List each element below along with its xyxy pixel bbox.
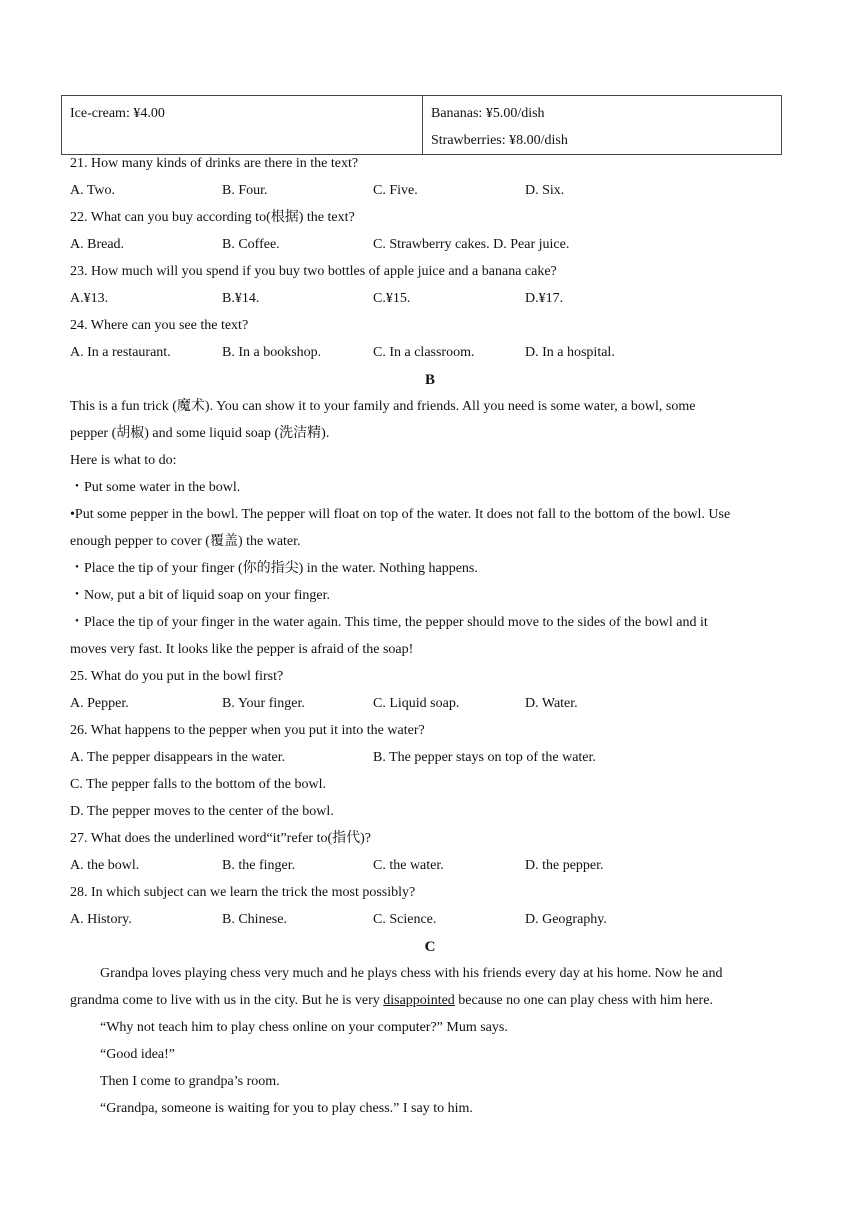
option-b: B. Your finger. — [222, 696, 305, 711]
step-3: ・Place the tip of your finger (你的指尖) in the water. Nothing happens. — [70, 561, 478, 576]
passage-c-para-1-line-2 — [70, 991, 713, 1011]
option-c: C.¥15. — [373, 291, 411, 306]
step-5-line-2: moves very fast. It looks like the pepper is afraid of the soap! — [70, 642, 414, 657]
price-bananas: Bananas: ¥5.00/dish — [431, 106, 545, 121]
passage-c-para-2: “Why not teach him to play chess online on your computer?” Mum says. — [100, 1020, 508, 1035]
option-d: D. the pepper. — [525, 858, 604, 873]
underlined-word: disappointed — [383, 993, 455, 1008]
passage-c-para-4: Then I come to grandpa’s room. — [100, 1074, 280, 1089]
question-22: 22. What can you buy according to(根据) the text? — [70, 210, 355, 225]
option-d: D. In a hospital. — [525, 345, 615, 360]
section-c-heading: C — [424, 939, 436, 955]
price-ice-cream: Ice-cream: ¥4.00 — [70, 106, 165, 121]
option-b: B. Coffee. — [222, 237, 280, 252]
price-strawberries: Strawberries: ¥8.00/dish — [431, 133, 568, 148]
passage-c-para-1-line-1: Grandpa loves playing chess very much and he plays chess with his friends every day at his home. Now he and — [100, 966, 723, 981]
option-c: C. Five. — [373, 183, 418, 198]
step-2-line-2: enough pepper to cover (覆盖) the water. — [70, 534, 301, 549]
passage-c-para-3: “Good idea!” — [100, 1047, 176, 1062]
passage-c-para-5: “Grandpa, someone is waiting for you to play chess.” I say to him. — [100, 1101, 473, 1116]
option-b: B. Four. — [222, 183, 268, 198]
step-2-line-1: •Put some pepper in the bowl. The pepper will float on top of the water. It does not fall to the bottom of the bowl. Use — [70, 507, 731, 522]
table-row — [62, 96, 782, 155]
option-d: D.¥17. — [525, 291, 564, 306]
option-a: A. the bowl. — [70, 858, 140, 873]
option-b: B. The pepper stays on top of the water. — [373, 750, 596, 765]
table-cell-fruits — [423, 96, 782, 155]
option-b: B. the finger. — [222, 858, 296, 873]
question-23: 23. How much will you spend if you buy two bottles of apple juice and a banana cake? — [70, 264, 557, 279]
question-26: 26. What happens to the pepper when you put it into the water? — [70, 723, 425, 738]
option-c: C. Science. — [373, 912, 437, 927]
step-4: ・Now, put a bit of liquid soap on your finger. — [70, 588, 331, 603]
option-c: C. Liquid soap. — [373, 696, 460, 711]
option-a: A. Pepper. — [70, 696, 129, 711]
option-a: A. Two. — [70, 183, 116, 198]
option-d: D. Geography. — [525, 912, 607, 927]
text-segment: because no one can play chess with him here. — [454, 993, 713, 1008]
option-a: A.¥13. — [70, 291, 109, 306]
step-1: ・Put some water in the bowl. — [70, 480, 241, 495]
option-b: B.¥14. — [222, 291, 260, 306]
option-a: A. The pepper disappears in the water. — [70, 750, 286, 765]
option-a: A. In a restaurant. — [70, 345, 171, 360]
option-d: D. Six. — [525, 183, 565, 198]
option-c: C. The pepper falls to the bottom of the bowl. — [70, 777, 326, 792]
table-cell-ice-cream — [62, 96, 423, 155]
step-5-line-1: ・Place the tip of your finger in the water again. This time, the pepper should move to the sides of the bowl and it — [70, 615, 708, 630]
question-28: 28. In which subject can we learn the trick the most possibly? — [70, 885, 416, 900]
option-d: D. Water. — [525, 696, 578, 711]
price-table — [61, 95, 782, 155]
option-c-d: C. Strawberry cakes. D. Pear juice. — [373, 237, 570, 252]
option-a: A. Bread. — [70, 237, 125, 252]
option-b: B. Chinese. — [222, 912, 287, 927]
option-a: A. History. — [70, 912, 132, 927]
text-segment: grandma come to live with us in the city. But he is very — [70, 993, 384, 1008]
passage-b-intro-line-2: pepper (胡椒) and some liquid soap (洗洁精). — [70, 426, 330, 441]
question-25: 25. What do you put in the bowl first? — [70, 669, 284, 684]
question-21: 21. How many kinds of drinks are there in the text? — [70, 156, 359, 171]
question-27: 27. What does the underlined word“it”refer to(指代)? — [70, 831, 372, 846]
option-c: C. In a classroom. — [373, 345, 475, 360]
question-24: 24. Where can you see the text? — [70, 318, 249, 333]
passage-b-intro-line-1: This is a fun trick (魔术). You can show it to your family and friends. All you need is some water, a bowl, some — [70, 399, 696, 414]
option-b: B. In a bookshop. — [222, 345, 322, 360]
option-d: D. The pepper moves to the center of the bowl. — [70, 804, 334, 819]
option-c: C. the water. — [373, 858, 444, 873]
section-b-heading: B — [424, 372, 435, 388]
passage-b-here: Here is what to do: — [70, 453, 177, 468]
